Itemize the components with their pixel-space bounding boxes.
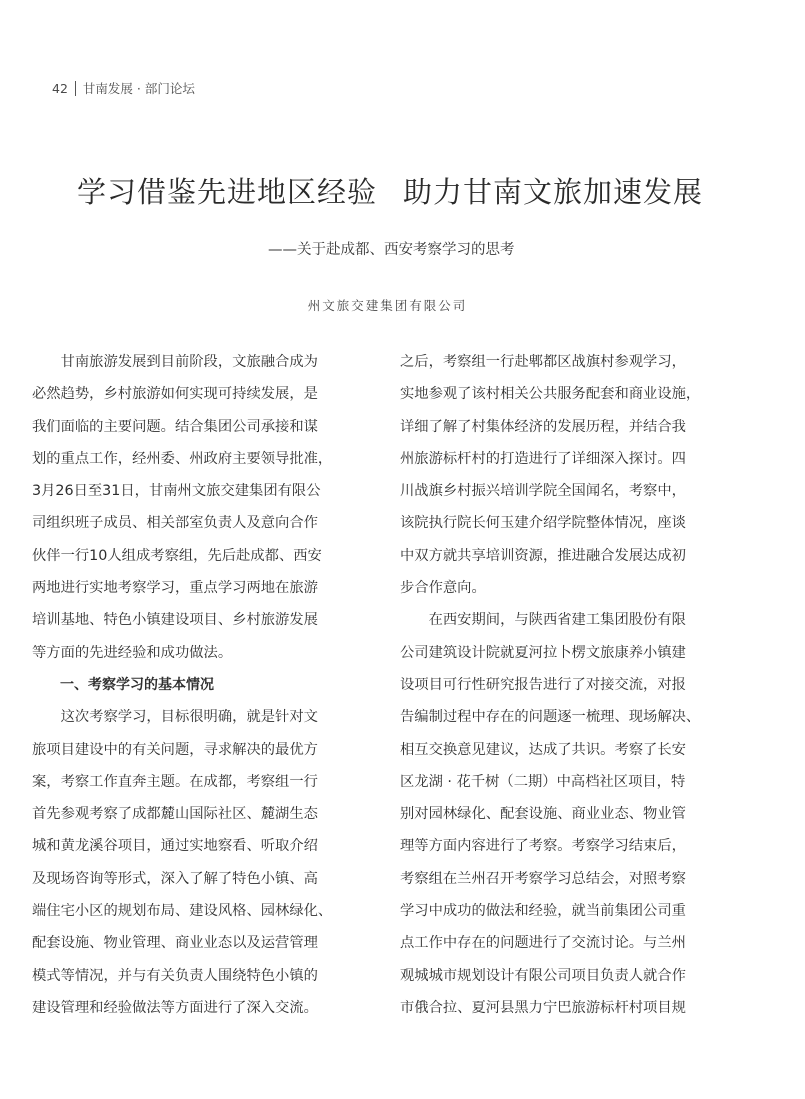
title-part-2: 助力甘南文旅加速发展 — [403, 175, 704, 209]
article-subtitle: ——关于赴成都、西安考察学习的思考 — [268, 242, 515, 258]
text-line: 甘南旅游发展到目前阶段，文旅融合成为 — [32, 354, 318, 370]
right-column — [400, 346, 710, 1024]
text-line: 步合作意向。 — [400, 580, 486, 597]
text-line: 等方面的先进经验和成功做法。 — [32, 644, 233, 661]
page-number: 42 — [52, 80, 68, 96]
text-line: 案，考察工作直奔主题。在成都，考察组一行 — [32, 773, 318, 790]
running-header — [52, 79, 195, 97]
text-line: 这次考察学习，目标很明确，就是针对文 — [32, 709, 318, 726]
text-line: 划的重点工作，经州委、州政府主要领导批准， — [32, 450, 333, 467]
text-line: 端住宅小区的规划布局、建设风格、园林绿化、 — [32, 903, 333, 920]
text-line: 旅项目建设中的有关问题，寻求解决的最优方 — [32, 741, 318, 758]
text-line: 之后，考察组一行赴郫都区战旗村参观学习， — [400, 354, 686, 370]
text-line: 学习中成功的做法和经验，就当前集团公司重 — [400, 903, 686, 920]
text-line: 配套设施、物业管理、商业业态以及运营管理 — [32, 935, 318, 952]
text-line: 及现场咨询等形式，深入了解了特色小镇、高 — [32, 870, 318, 887]
left-column — [32, 346, 377, 1024]
text-line: 首先参观考察了成都麓山国际社区、麓湖生态 — [32, 806, 318, 823]
section-label: 甘南发展 · 部门论坛 — [82, 81, 195, 96]
text-line: 详细了解了村集体经济的发展历程，并结合我 — [400, 418, 686, 435]
text-line: 市俄合拉、夏河县黑力宁巴旅游标杆村项目规 — [400, 999, 686, 1016]
text-line: 两地进行实地考察学习，重点学习两地在旅游 — [32, 580, 318, 597]
text-line: 点工作中存在的问题进行了交流讨论。与兰州 — [400, 935, 686, 952]
title-part-1: 学习借鉴先进地区经验 — [76, 175, 377, 209]
text-line: 在西安期间，与陕西省建工集团股份有限 — [400, 612, 686, 629]
text-line: 相互交换意见建议，达成了共识。考察了长安 — [400, 741, 686, 758]
text-line: 告编制过程中存在的问题逐一梳理、现场解决、 — [400, 709, 701, 726]
text-line: 观城城市规划设计有限公司项目负责人就合作 — [400, 967, 686, 984]
text-line: 实地参观了该村相关公共服务配套和商业设施， — [400, 386, 701, 403]
text-line: 司组织班子成员、相关部室负责人及意向合作 — [32, 515, 318, 532]
text-line: 3月26日至31日，甘南州文旅交建集团有限公 — [32, 483, 321, 500]
text-line: 理等方面内容进行了考察。考察学习结束后， — [400, 838, 686, 855]
text-line: 该院执行院长何玉建介绍学院整体情况，座谈 — [400, 515, 686, 532]
text-line: 区龙湖 · 花千树（二期）中高档社区项目，特 — [400, 773, 686, 790]
header-divider — [75, 81, 76, 96]
text-line: 培训基地、特色小镇建设项目、乡村旅游发展 — [32, 612, 318, 629]
text-line: 公司建筑设计院就夏河拉卜楞文旅康养小镇建 — [400, 644, 686, 661]
text-line: 城和黄龙溪谷项目，通过实地察看、听取介绍 — [32, 838, 318, 855]
text-line: 必然趋势，乡村旅游如何实现可持续发展，是 — [32, 386, 318, 403]
text-line: 川战旗乡村振兴培训学院全国闻名，考察中， — [400, 483, 686, 500]
article-title — [0, 170, 780, 211]
text-line: 建设管理和经验做法等方面进行了深入交流。 — [32, 999, 318, 1016]
article-author: 州文旅交建集团有限公司 — [307, 298, 468, 313]
section-heading: 一、考察学习的基本情况 — [32, 676, 214, 693]
text-line: 考察组在兰州召开考察学习总结会，对照考察 — [400, 870, 686, 887]
text-line: 州旅游标杆村的打造进行了详细深入探讨。四 — [400, 450, 686, 467]
text-line: 我们面临的主要问题。结合集团公司承接和谋 — [32, 418, 318, 435]
text-line: 中双方就共享培训资源，推进融合发展达成初 — [400, 547, 686, 564]
text-line: 伙伴一行10人组成考察组，先后赴成都、西安 — [32, 547, 322, 564]
text-line: 模式等情况，并与有关负责人围绕特色小镇的 — [32, 967, 318, 984]
text-line: 设项目可行性研究报告进行了对接交流，对报 — [400, 676, 686, 693]
text-line: 别对园林绿化、配套设施、商业业态、物业管 — [400, 806, 686, 823]
